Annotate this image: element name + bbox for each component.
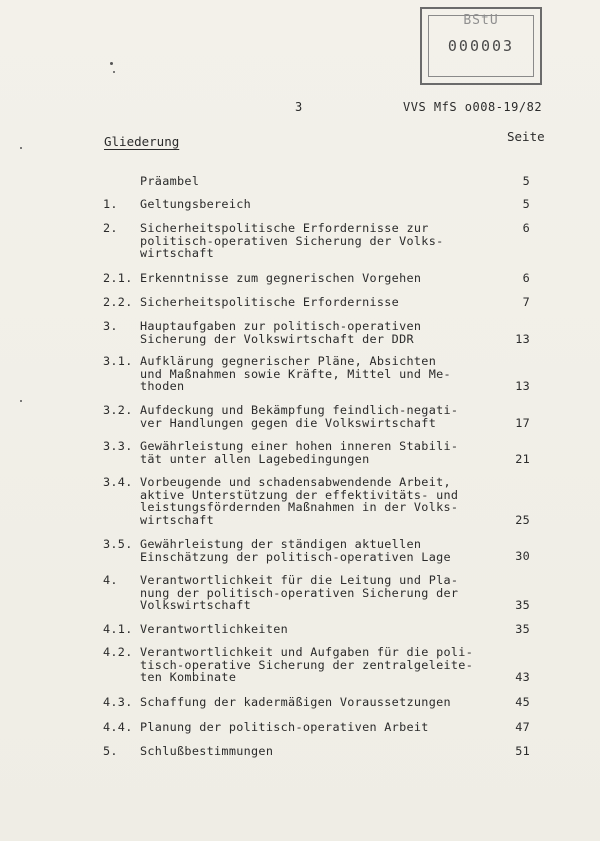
toc-entry-page: 43	[515, 670, 530, 684]
toc-entry-title: Verantwortlichkeiten	[140, 622, 289, 636]
toc-entry-number: 4.1.	[103, 622, 133, 636]
toc-entry-page: 13	[515, 332, 530, 346]
toc-entry-page: 7	[522, 295, 530, 309]
toc-entry-number: 4.4.	[103, 720, 133, 734]
toc-entry-title: Aufklärung gegnerischer Pläne, Absichten und Maßnahmen sowie Kräfte, Mittel und Me- thoden	[140, 354, 451, 393]
toc-entry-number: 3.2.	[103, 403, 133, 417]
toc-entry-page: 35	[515, 598, 530, 612]
toc-entry-number: 2.2.	[103, 295, 133, 309]
ink-speck	[110, 62, 113, 65]
toc-entry-page: 35	[515, 622, 530, 636]
archive-stamp-number: 000003	[447, 37, 515, 55]
toc-entry-title: Vorbeugende und schadensabwendende Arbeit, aktive Unterstützung der effektivitäts- und leistungsfördernden Maßnahmen in der Volks- wirtschaft	[140, 475, 459, 527]
toc-entry-page: 47	[515, 720, 530, 734]
toc-entry-page: 30	[515, 549, 530, 563]
toc-entry-number: 4.	[103, 573, 118, 587]
page-number: 3	[295, 100, 303, 114]
toc-entry-number: 3.5.	[103, 537, 133, 551]
ink-speck	[20, 400, 22, 402]
toc-entry-title: Schaffung der kadermäßigen Voraussetzungen	[140, 695, 451, 709]
toc-entry-title: Schlußbestimmungen	[140, 744, 274, 758]
toc-entry-number: 3.4.	[103, 475, 133, 489]
toc-entry-page: 6	[522, 271, 530, 285]
toc-entry-title: Gewährleistung einer hohen inneren Stabili- tät unter allen Lagebedingungen	[140, 439, 459, 466]
page-column-label: Seite	[507, 129, 545, 144]
toc-heading: Gliederung	[104, 134, 180, 149]
toc-entry-page: 5	[522, 197, 530, 211]
toc-entry-page: 25	[515, 513, 530, 527]
toc-entry-title: Sicherheitspolitische Erfordernisse	[140, 295, 400, 309]
toc-entry-title: Erkenntnisse zum gegnerischen Vorgehen	[140, 271, 422, 285]
toc-entry-page: 51	[515, 744, 530, 758]
document-reference: VVS MfS o008-19/82	[403, 100, 543, 114]
toc-entry-page: 17	[515, 416, 530, 430]
toc-entry-number: 2.1.	[103, 271, 133, 285]
toc-entry-number: 4.3.	[103, 695, 133, 709]
toc-entry-title: Präambel	[140, 174, 200, 188]
toc-entry-page: 5	[522, 174, 530, 188]
toc-entry-number: 3.	[103, 319, 118, 333]
toc-entry-title: Aufdeckung und Bekämpfung feindlich-negati- ver Handlungen gegen die Volkswirtschaft	[140, 403, 459, 430]
toc-entry-number: 5.	[103, 744, 118, 758]
toc-entry-title: Verantwortlichkeit und Aufgaben für die poli- tisch-operative Sicherung der zentralgeleite- ten Kombinate	[140, 645, 474, 684]
toc-entry-title: Gewährleistung der ständigen aktuellen Einschätzung der politisch-operativen Lage	[140, 537, 451, 564]
toc-entry-number: 3.3.	[103, 439, 133, 453]
ink-speck	[20, 147, 22, 149]
toc-entry-title: Sicherheitspolitische Erfordernisse zur politisch-operativen Sicherung der Volks- wirtschaft	[140, 221, 444, 260]
toc-entry-page: 13	[515, 379, 530, 393]
toc-entry-title: Geltungsbereich	[140, 197, 252, 211]
toc-entry-page: 6	[522, 221, 530, 235]
archive-stamp	[420, 7, 542, 85]
toc-entry-number: 4.2.	[103, 645, 133, 659]
toc-entry-number: 3.1.	[103, 354, 133, 368]
toc-entry-page: 21	[515, 452, 530, 466]
toc-entry-title: Verantwortlichkeit für die Leitung und Pla- nung der politisch-operativen Sicherung der Volkswirtschaft	[140, 573, 459, 612]
ink-speck	[113, 71, 115, 73]
toc-entry-title: Hauptaufgaben zur politisch-operativen Sicherung der Volkswirtschaft der DDR	[140, 319, 422, 346]
archive-stamp-label: BStU	[463, 13, 499, 28]
toc-entry-title: Planung der politisch-operativen Arbeit	[140, 720, 429, 734]
toc-entry-number: 2.	[103, 221, 118, 235]
toc-entry-page: 45	[515, 695, 530, 709]
toc-entry-number: 1.	[103, 197, 118, 211]
